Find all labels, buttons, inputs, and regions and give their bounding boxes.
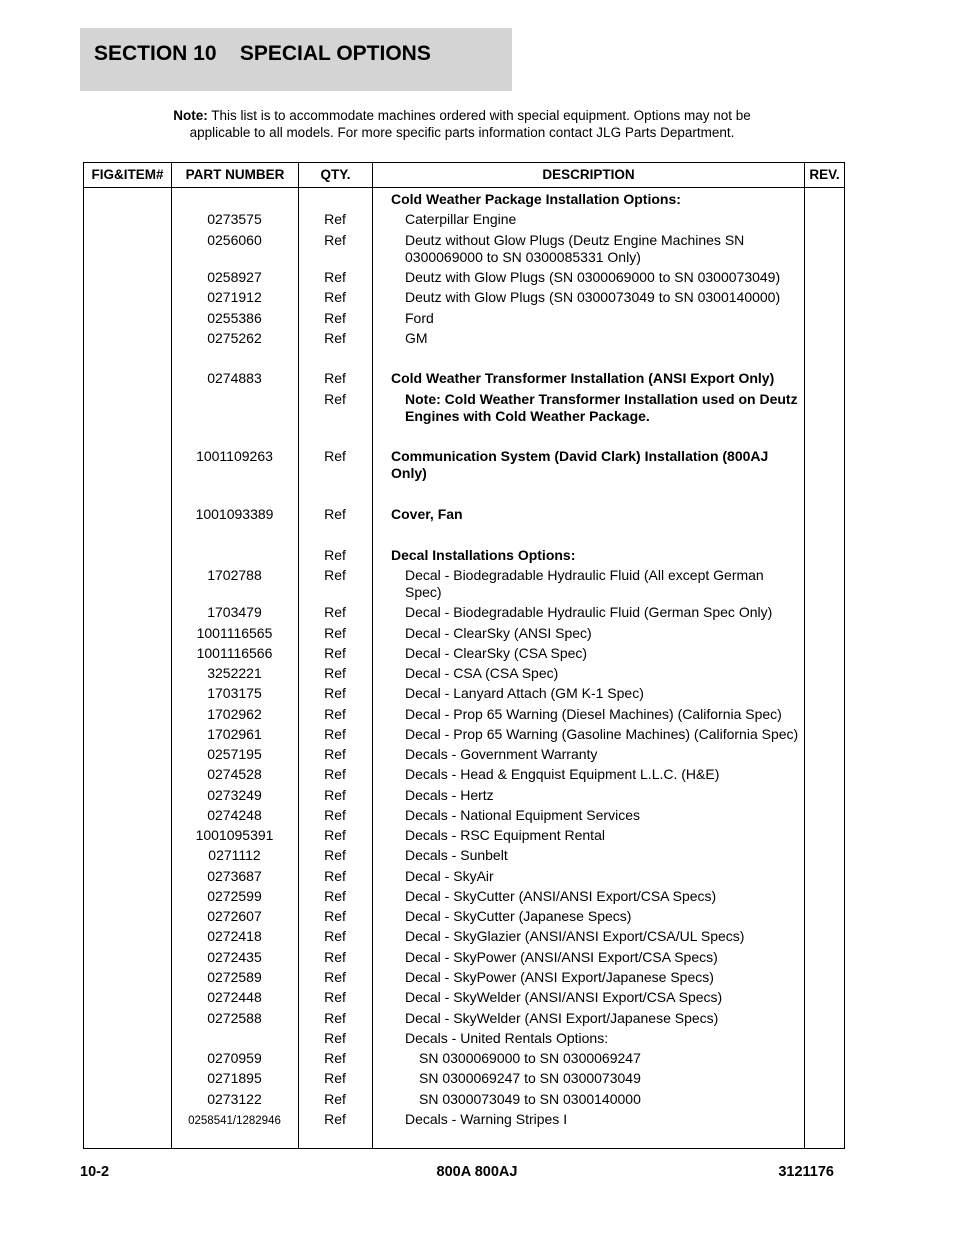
qty-cell: Ref [324, 868, 346, 884]
part-number-cell: 0271895 [207, 1070, 262, 1086]
qty-cell: Ref [324, 1070, 346, 1086]
part-number-cell: 0273687 [207, 868, 262, 884]
description-cell: Decal - Biodegradable Hydraulic Fluid (German Spec Only) [405, 604, 773, 620]
description-cell: Cold Weather Package Installation Options: [391, 191, 681, 207]
description-cell: SN 0300069247 to SN 0300073049 [419, 1070, 641, 1086]
description-cell: Decals - National Equipment Services [405, 807, 640, 823]
qty-cell: Ref [324, 506, 346, 522]
part-number-cell: 0271112 [208, 847, 261, 863]
part-number-cell: 1702788 [207, 567, 262, 583]
description-cell: Decals - RSC Equipment Rental [405, 827, 605, 843]
qty-cell: Ref [324, 989, 346, 1005]
description-cell: SN 0300069000 to SN 0300069247 [419, 1050, 641, 1066]
qty-cell: Ref [324, 847, 346, 863]
header-rev: REV. [809, 167, 840, 182]
part-number-cell: 0272418 [207, 928, 262, 944]
qty-cell: Ref [324, 807, 346, 823]
qty-cell: Ref [324, 969, 346, 985]
part-number-cell: 0274883 [207, 370, 262, 386]
part-number-cell: 0258927 [207, 269, 262, 285]
header-part-number: PART NUMBER [185, 167, 285, 182]
qty-cell: Ref [324, 1010, 346, 1026]
qty-cell: Ref [324, 746, 346, 762]
qty-cell: Ref [324, 928, 346, 944]
qty-cell: Ref [324, 391, 346, 407]
qty-cell: Ref [324, 908, 346, 924]
qty-cell: Ref [324, 685, 346, 701]
description-cell: GM [405, 330, 428, 346]
part-number-cell: 1703479 [207, 604, 262, 620]
description-cell: Deutz with Glow Plugs (SN 0300073049 to SN 0300140000) [405, 289, 781, 305]
part-number-cell: 1702962 [207, 706, 262, 722]
header-qty: QTY. [320, 167, 351, 182]
part-number-cell: 1001116565 [196, 625, 273, 641]
header-description: DESCRIPTION [542, 167, 635, 182]
description-cell: Decal - SkyCutter (Japanese Specs) [405, 908, 632, 924]
description-cell: Decal - CSA (CSA Spec) [405, 665, 559, 681]
qty-cell: Ref [324, 567, 346, 583]
header-fig-item: FIG&ITEM# [91, 167, 164, 182]
description-cell: Decal - SkyCutter (ANSI/ANSI Export/CSA Specs) [405, 888, 717, 904]
part-number-cell: 0256060 [207, 232, 262, 248]
part-number-cell: 0272435 [207, 949, 262, 965]
part-number-cell: 1702961 [207, 726, 262, 742]
part-number-cell: 0271912 [207, 289, 262, 305]
description-cell: Deutz with Glow Plugs (SN 0300069000 to SN 0300073049) [405, 269, 781, 285]
description-cell: Decals - Head & Engquist Equipment L.L.C. (H&E) [405, 766, 720, 782]
part-number-cell: 0272589 [207, 969, 262, 985]
part-number-cell: 3252221 [207, 665, 262, 681]
description-cell: Decals - United Rentals Options: [405, 1030, 609, 1046]
part-number-cell: 0272588 [207, 1010, 262, 1026]
description-cell: Decal - ClearSky (ANSI Spec) [405, 625, 592, 641]
description-cell: Decal - SkyWelder (ANSI/ANSI Export/CSA Specs) [405, 989, 723, 1005]
qty-cell: Ref [324, 706, 346, 722]
qty-cell: Ref [324, 766, 346, 782]
qty-cell: Ref [324, 448, 346, 464]
description-cell: Decal - SkyGlazier (ANSI/ANSI Export/CSA/UL Specs) [405, 928, 745, 944]
description-cell: Decal - Biodegradable Hydraulic Fluid (All except German Spec) [405, 567, 764, 600]
description-cell: Decal - SkyPower (ANSI Export/Japanese Specs) [405, 969, 714, 985]
description-cell: Deutz without Glow Plugs (Deutz Engine Machines SN 0300069000 to SN 0300085331 Only) [405, 232, 745, 265]
part-number-cell: 0275262 [207, 330, 262, 346]
part-number-cell: 0270959 [207, 1050, 262, 1066]
qty-cell: Ref [324, 787, 346, 803]
description-cell: Decals - Sunbelt [405, 847, 508, 863]
qty-cell: Ref [324, 645, 346, 661]
qty-cell: Ref [324, 888, 346, 904]
qty-cell: Ref [324, 604, 346, 620]
footer-models: 800A 800AJ [436, 1164, 518, 1180]
description-cell: Decal - Prop 65 Warning (Gasoline Machines) (California Spec) [405, 726, 799, 742]
description-cell: Note: Cold Weather Transformer Installation used on Deutz Engines with Cold Weather Package. [405, 391, 798, 424]
qty-cell: Ref [324, 330, 346, 346]
qty-cell: Ref [324, 269, 346, 285]
part-number-cell: 0273249 [207, 787, 262, 803]
footer-doc-number: 3121176 [778, 1164, 834, 1180]
qty-cell: Ref [324, 949, 346, 965]
part-number-cell: 0273575 [207, 211, 262, 227]
part-number-cell: 0255386 [207, 310, 262, 326]
qty-cell: Ref [324, 726, 346, 742]
part-number-cell: 0272607 [207, 908, 262, 924]
description-cell: Caterpillar Engine [405, 211, 517, 227]
description-cell: Decal - SkyPower (ANSI/ANSI Export/CSA Specs) [405, 949, 718, 965]
part-number-cell: 1001095391 [195, 827, 274, 843]
description-cell: Decal - SkyWelder (ANSI Export/Japanese Specs) [405, 1010, 719, 1026]
description-cell: Decals - Government Warranty [405, 746, 598, 762]
part-number-cell: 0272599 [207, 888, 262, 904]
qty-cell: Ref [324, 289, 346, 305]
description-cell: Cold Weather Transformer Installation (ANSI Export Only) [391, 370, 775, 386]
part-number-cell: 0258541/1282946 [188, 1115, 281, 1127]
qty-cell: Ref [324, 1030, 346, 1046]
qty-cell: Ref [324, 370, 346, 386]
footer-page-number: 10-2 [80, 1164, 110, 1180]
qty-cell: Ref [324, 232, 346, 248]
part-number-cell: 1703175 [207, 685, 262, 701]
qty-cell: Ref [324, 547, 346, 563]
qty-cell: Ref [324, 1111, 346, 1127]
description-cell: Decals - Hertz [405, 787, 494, 803]
description-cell: Cover, Fan [391, 506, 463, 522]
description-cell: Decal - ClearSky (CSA Spec) [405, 645, 588, 661]
description-cell: Ford [405, 310, 434, 326]
section-header [80, 28, 512, 91]
qty-cell: Ref [324, 665, 346, 681]
description-cell: Communication System (David Clark) Installation (800AJ Only) [391, 448, 769, 481]
qty-cell: Ref [324, 1050, 346, 1066]
part-number-cell: 0273122 [207, 1091, 262, 1107]
header-divider [84, 187, 844, 188]
description-cell: Decals - Warning Stripes I [405, 1111, 568, 1127]
qty-cell: Ref [324, 827, 346, 843]
part-number-cell: 1001109263 [196, 448, 273, 464]
note-text: This list is to accommodate machines ordered with special equipment. Options may not be applicable to all models. For more specific parts information contact JLG Parts Department. [189, 108, 751, 140]
part-number-cell: 0272448 [207, 989, 262, 1005]
section-title: SECTION 10 SPECIAL OPTIONS [94, 42, 431, 65]
qty-cell: Ref [324, 310, 346, 326]
note-label: Note: [173, 108, 208, 123]
note-paragraph [150, 107, 774, 141]
part-number-cell: 0274248 [207, 807, 262, 823]
description-cell: Decal Installations Options: [391, 547, 576, 563]
part-number-cell: 0257195 [207, 746, 262, 762]
part-number-cell: 1001116566 [196, 645, 273, 661]
qty-cell: Ref [324, 211, 346, 227]
part-number-cell: 0274528 [207, 766, 262, 782]
description-cell: Decal - Lanyard Attach (GM K-1 Spec) [405, 685, 644, 701]
qty-cell: Ref [324, 1091, 346, 1107]
description-cell: Decal - SkyAir [405, 868, 494, 884]
part-number-cell: 1001093389 [195, 506, 274, 522]
column-divider [372, 163, 373, 1148]
qty-cell: Ref [324, 625, 346, 641]
parts-table [83, 162, 845, 1149]
description-cell: Decal - Prop 65 Warning (Diesel Machines) (California Spec) [405, 706, 782, 722]
description-cell: SN 0300073049 to SN 0300140000 [419, 1091, 641, 1107]
column-divider [804, 163, 805, 1148]
